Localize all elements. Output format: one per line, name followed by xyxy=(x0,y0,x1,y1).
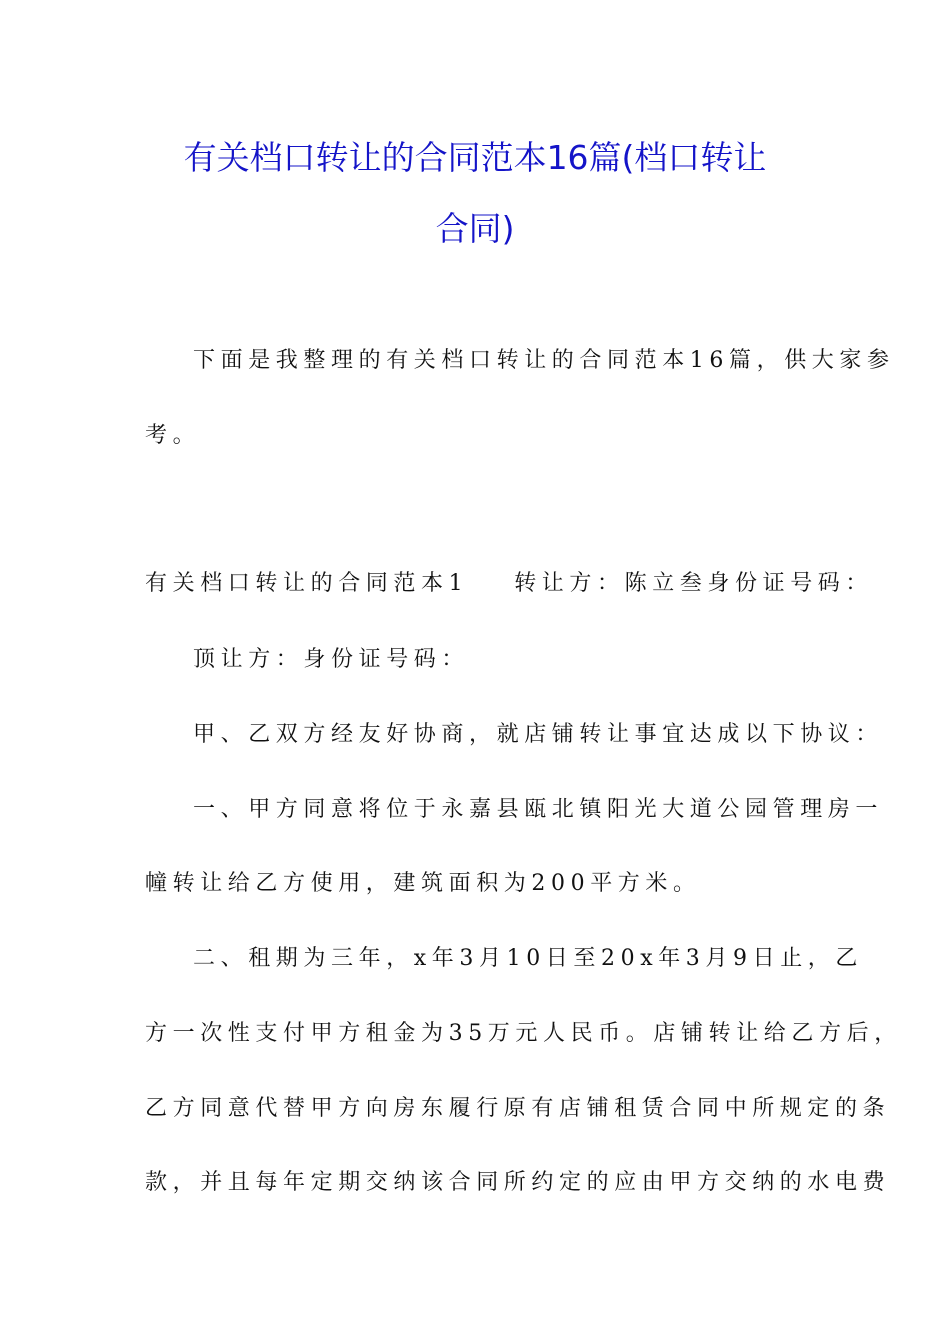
clause-1-line-2: 幢转让给乙方使用，建筑面积为200平方米。 xyxy=(145,871,701,896)
section-1-header-row xyxy=(145,569,873,599)
clause-1-line-1: 一、甲方同意将位于永嘉县瓯北镇阳光大道公园管理房一 xyxy=(193,797,884,822)
clause-2-line-2: 方一次性支付甲方租金为35万元人民币。店铺转让给乙方后， xyxy=(145,1021,902,1046)
clause-2-line-1: 二、租期为三年，x年3月10日至20x年3月9日止，乙 xyxy=(193,946,863,971)
clause-2-line-3: 乙方同意代替甲方向房东履行原有店铺租赁合同中所规定的条 xyxy=(145,1096,891,1121)
document-title-line-2: 合同) xyxy=(435,209,515,248)
intro-line-1: 下面是我整理的有关档口转让的合同范本16篇，供大家参 xyxy=(193,348,895,373)
agreement-preamble: 甲、乙双方经友好协商，就店铺转让事宜达成以下协议： xyxy=(193,722,884,747)
intro-line-2: 考。 xyxy=(145,423,201,448)
transferee-label: 顶让方：身份证号码： xyxy=(193,647,470,672)
clause-2-line-4: 款，并且每年定期交纳该合同所约定的应由甲方交纳的水电费 xyxy=(145,1170,891,1195)
transferor-label: 转让方：陈立叁身份证号码： xyxy=(514,571,874,596)
document-title-line-1: 有关档口转让的合同范本16篇(档口转让 xyxy=(183,138,767,177)
section-1-heading: 有关档口转让的合同范本1 xyxy=(145,571,469,596)
